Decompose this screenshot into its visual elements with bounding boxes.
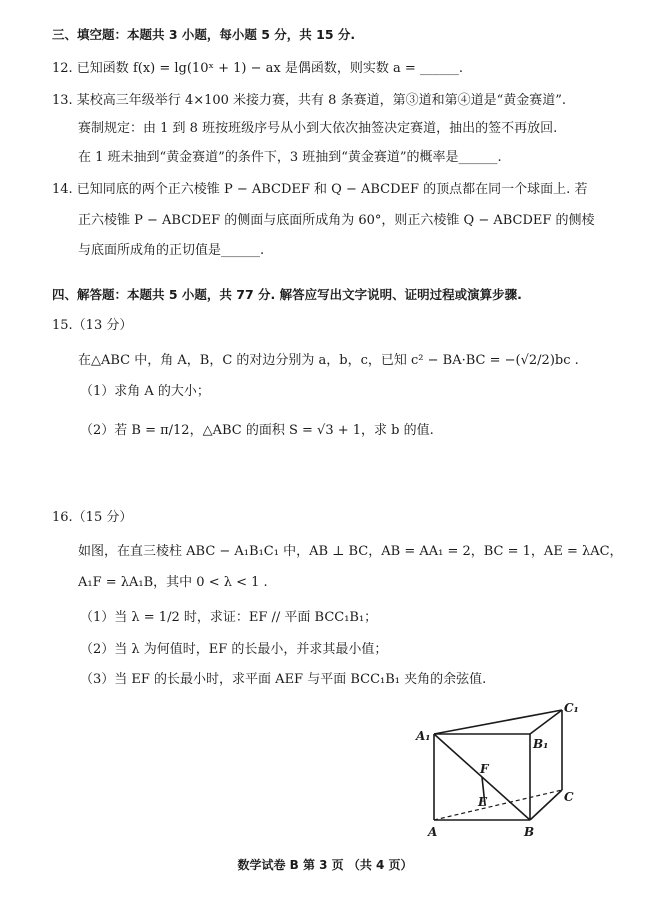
edge-bc: [530, 790, 562, 820]
question-13-line3: 在 1 班未抽到“黄金赛道”的条件下，3 班抽到“黄金赛道”的概率是______.: [78, 150, 502, 165]
question-16-part2: （2）当 λ 为何值时，EF 的长最小，并求其最小值；: [80, 642, 388, 657]
question-15-part2: （2）若 B = π/12，△ABC 的面积 S = √3 + 1，求 b 的值.: [80, 423, 434, 438]
label-b1: B₁: [533, 737, 549, 751]
question-16-stem-line1: 如图，在直三棱柱 ABC − A₁B₁C₁ 中，AB ⊥ BC，AB = AA₁ = 2，BC = 1，AE = λAC，: [78, 544, 623, 559]
prism-figure: [412, 700, 592, 840]
section3-header: 三、填空题：本题共 3 小题，每小题 5 分，共 15 分.: [52, 27, 356, 42]
question-14-line3: 与底面所成角的正切值是______.: [78, 243, 265, 258]
question-13-line1: 13. 某校高三年级举行 4×100 米接力赛，共有 8 条赛道，第③道和第④道是“黄金赛道”.: [52, 93, 567, 108]
label-a1: A₁: [416, 729, 431, 743]
label-f: F: [480, 762, 489, 776]
question-15-part1: （1）求角 A 的大小；: [80, 384, 210, 399]
question-15-head: 15.（13 分）: [52, 318, 133, 333]
question-16-stem-line2: A₁F = λA₁B，其中 0 < λ < 1 .: [78, 575, 268, 590]
question-16-head: 16.（15 分）: [52, 510, 133, 525]
section4-header: 四、解答题：本题共 5 小题，共 77 分. 解答应写出文字说明、证明过程或演算步骤.: [52, 287, 522, 302]
question-15-stem: 在△ABC 中，角 A，B，C 的对边分别为 a，b，c，已知 c² − BA·BC = −(√2/2)bc .: [78, 353, 579, 368]
question-16-part3: （3）当 EF 的长最小时，求平面 AEF 与平面 BCC₁B₁ 夹角的余弦值.: [80, 672, 487, 687]
label-e: E: [478, 795, 488, 809]
label-a: A: [428, 825, 438, 839]
question-14-line1: 14. 已知同底的两个正六棱锥 P − ABCDEF 和 Q − ABCDEF 的顶点都在同一个球面上. 若: [52, 182, 588, 197]
edge-ac-hidden: [434, 790, 562, 820]
label-c: C: [564, 790, 574, 804]
question-12: 12. 已知函数 f(x) = lg(10ˣ + 1) − ax 是偶函数，则实数 a = ______.: [52, 61, 464, 76]
edge-a1c1: [434, 710, 562, 734]
label-c1: C₁: [564, 701, 579, 715]
label-b: B: [524, 825, 535, 839]
page-footer: 数学试卷 B 第 3 页 （共 4 页）: [237, 858, 413, 872]
question-14-line2: 正六棱锥 P − ABCDEF 的侧面与底面所成角为 60°，则正六棱锥 Q − ABCDEF 的侧棱: [78, 213, 595, 228]
question-16-part1: （1）当 λ = 1/2 时，求证：EF // 平面 BCC₁B₁；: [80, 610, 378, 625]
question-13-line2: 赛制规定：由 1 到 8 班按班级序号从小到大依次抽签决定赛道，抽出的签不再放回.: [78, 121, 558, 136]
